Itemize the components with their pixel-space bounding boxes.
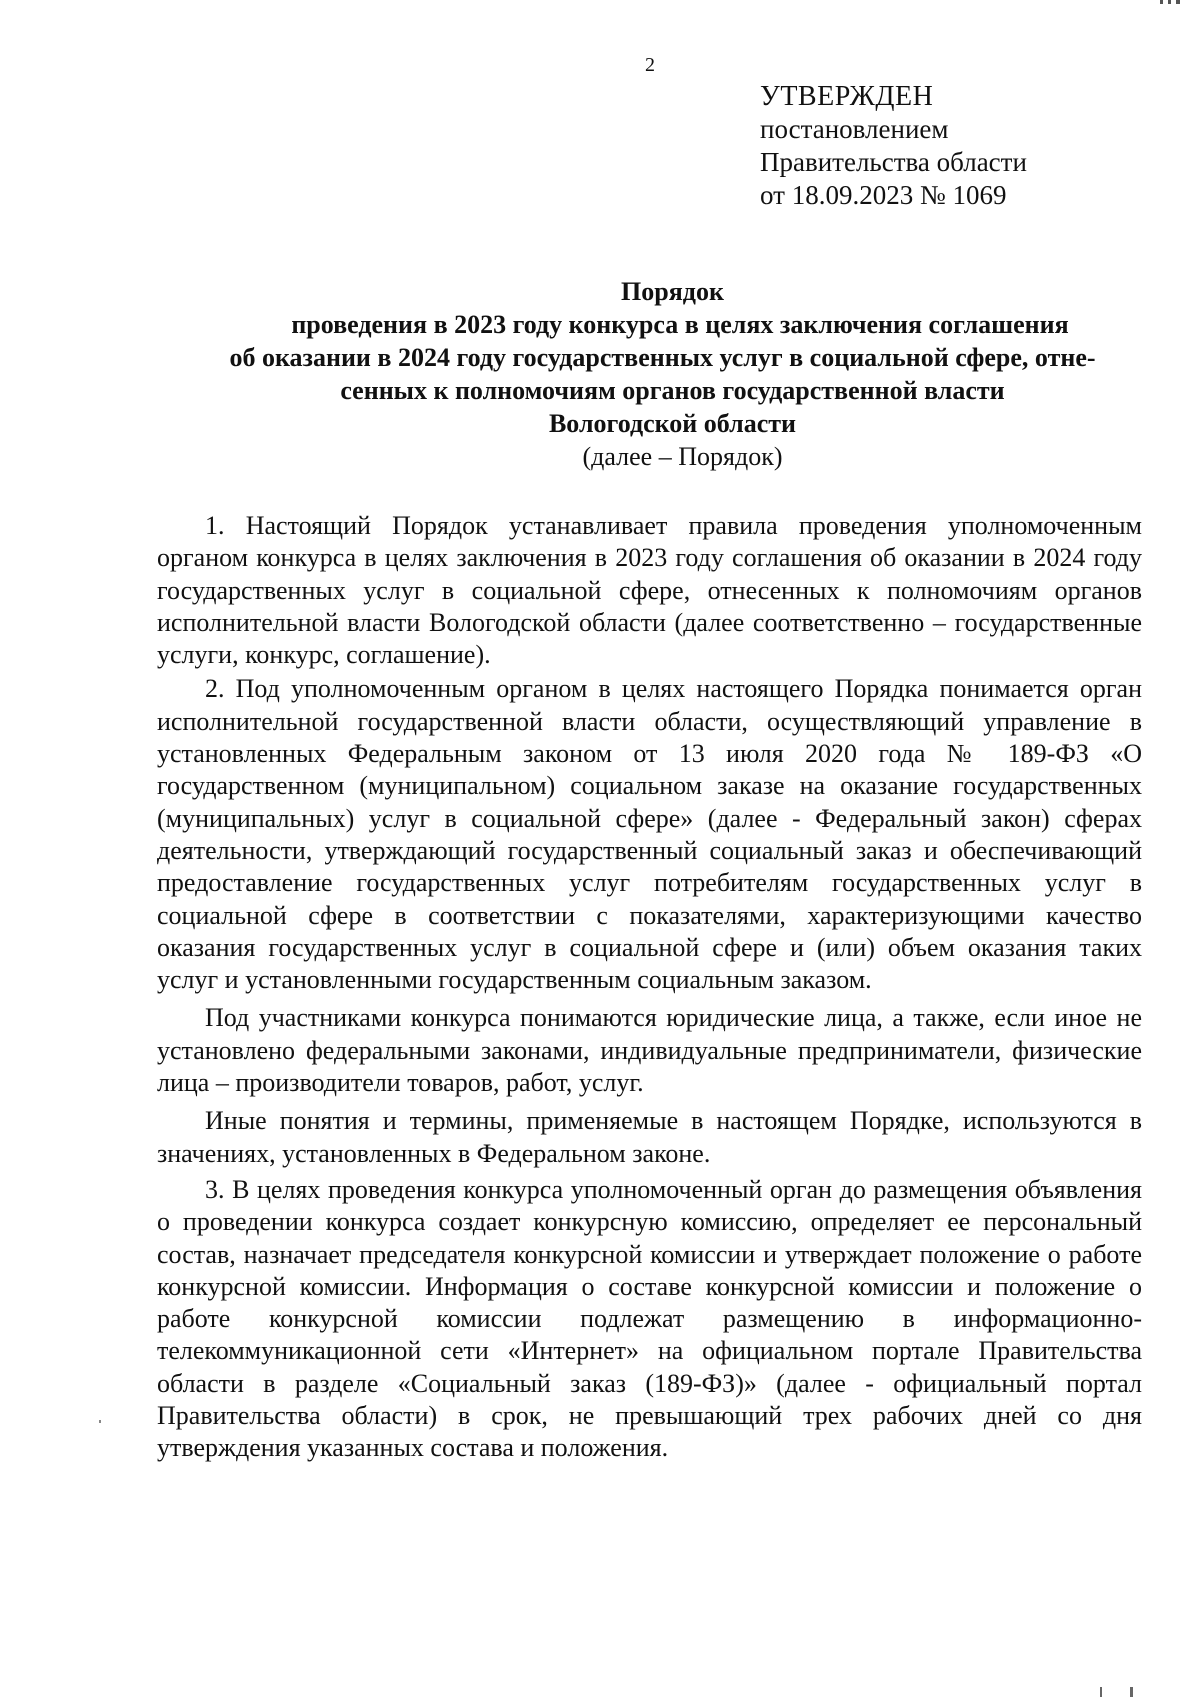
approval-heading: УТВЕРЖДЕН xyxy=(760,81,934,112)
approval-line-3: Правительства области xyxy=(760,147,1027,177)
title-line-5: Вологодской области xyxy=(548,409,797,438)
title-line-1: Порядок xyxy=(621,277,724,306)
scan-artifact-bottom xyxy=(1100,1687,1190,1697)
title-line-3: об оказании в 2024 году государственных услуг в социальной сфере, отне- xyxy=(229,343,1096,372)
paragraph-5: 3. В целях проведения конкурса уполномоченный орган до размещения объявления о проведении конкурса создает конкурсную комиссию, определяет ее персональный состав, назначает председателя конкурсной комиссии и утверждает положение о работе конкурсной комиссии. Информация о составе конкурсной комиссии и положение о работе конкурсной комиссии подлежат размещению в информационно-телекоммуникационной сети «Интернет» на официальном портале Правительства области в разделе «Социальный заказ (189-ФЗ)» (далее - официальный портал Правительства области) в срок, не превышающий трех рабочих дней со дня утверждения указанных состава и положения. xyxy=(157,1174,1142,1463)
paragraph-2: 2. Под уполномоченным органом в целях настоящего Порядка понимается орган исполнительной государственной власти области, осуществляющий управление в установленных Федеральным законом от 13 июля 2020 года № 189-ФЗ «О государственном (муниципальном) социальном заказе на оказание государственных (муниципальных) услуг в социальной сфере» (далее - Федеральный закон) сферах деятельности, утверждающий государственный социальный заказ и обеспечивающий предоставление государственных услуг потребителям государственных услуг в социальной сфере в соответствии с показателями, характеризующими качество оказания государственных услуг в социальной сфере и (или) объем оказания таких услуг и установленными государственным социальным заказом. xyxy=(157,674,1142,995)
approval-line-2: постановлением xyxy=(760,114,949,144)
title-line-2: проведения в 2023 году конкурса в целях заключения соглашения xyxy=(291,310,1069,339)
approval-line-4: от 18.09.2023 № 1069 xyxy=(760,180,1007,210)
scan-speck xyxy=(99,1420,101,1423)
title-line-6: (далее – Порядок) xyxy=(582,442,783,471)
paragraph-1: 1. Настоящий Порядок устанавливает правила проведения уполномоченным органом конкурса в целях заключения в 2023 году соглашения об оказании в 2024 году государственных услуг в социальной сфере, отнесенных к полномочиям органов исполнительной власти Вологодской области (далее соответственно – государственные услуги, конкурс, соглашение). xyxy=(157,511,1142,670)
scan-artifact-top xyxy=(1160,0,1180,4)
page-number: 2 xyxy=(645,54,655,76)
paragraph-4: Иные понятия и термины, применяемые в настоящем Порядке, используются в значениях, установленных в Федеральном законе. xyxy=(157,1106,1142,1168)
title-line-4: сенных к полномочиям органов государственной власти xyxy=(340,376,1005,405)
approval-stamp-block xyxy=(760,80,1027,212)
document-body xyxy=(157,510,1142,1465)
document-title xyxy=(150,275,1195,473)
paragraph-3: Под участниками конкурса понимаются юридические лица, а также, если иное не установлено федеральными законами, индивидуальные предприниматели, физические лица – производители товаров, работ, услуг. xyxy=(157,1003,1142,1098)
